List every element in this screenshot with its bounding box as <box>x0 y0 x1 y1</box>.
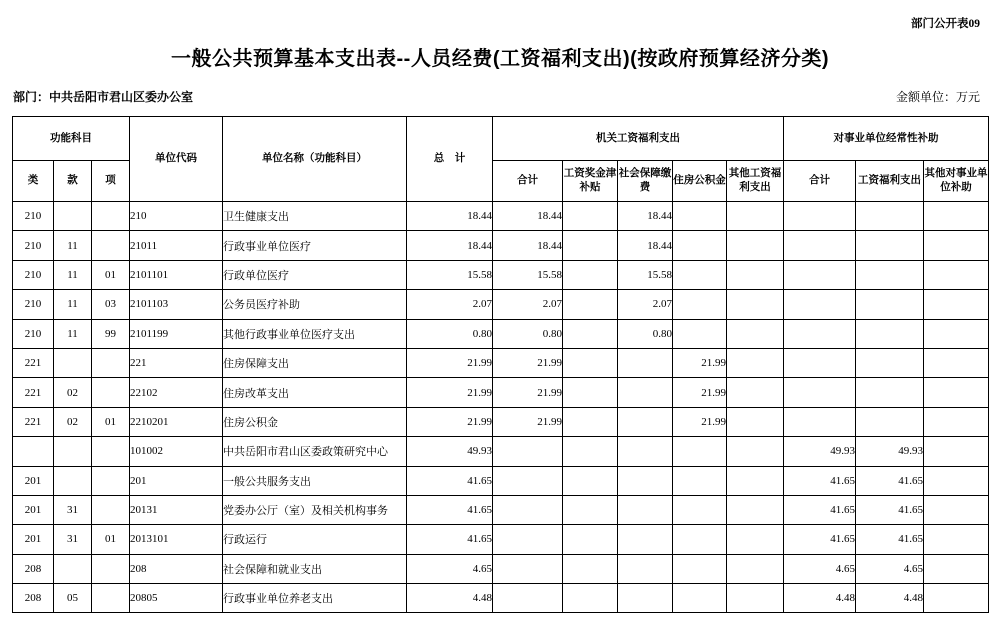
cell-amount-5 <box>727 554 784 583</box>
cell-amount-0: 21.99 <box>407 407 493 436</box>
col-header-inst-wage-welfare: 工资福利支出 <box>856 161 924 202</box>
cell-func-class: 221 <box>13 348 54 377</box>
col-header-org-social-security: 社会保障缴费 <box>618 161 673 202</box>
cell-func-item <box>92 348 130 377</box>
cell-amount-1: 21.99 <box>493 407 563 436</box>
cell-unit-name: 行政事业单位医疗 <box>223 231 407 260</box>
table-body <box>13 202 989 613</box>
cell-func-section: 11 <box>54 319 92 348</box>
cell-amount-5 <box>727 437 784 466</box>
cell-amount-6: 4.48 <box>784 584 856 613</box>
cell-amount-4 <box>673 554 727 583</box>
cell-func-item: 01 <box>92 260 130 289</box>
cell-func-item <box>92 437 130 466</box>
col-header-org-group: 机关工资福利支出 <box>493 117 784 161</box>
cell-amount-7: 49.93 <box>856 437 924 466</box>
cell-amount-1: 21.99 <box>493 348 563 377</box>
cell-amount-2 <box>563 348 618 377</box>
cell-func-section: 02 <box>54 407 92 436</box>
cell-amount-4 <box>673 202 727 231</box>
cell-amount-0: 2.07 <box>407 290 493 319</box>
cell-amount-1: 18.44 <box>493 231 563 260</box>
cell-unit-name: 其他行政事业单位医疗支出 <box>223 319 407 348</box>
col-header-class: 类 <box>13 161 54 202</box>
cell-func-item <box>92 584 130 613</box>
cell-func-class: 208 <box>13 584 54 613</box>
cell-func-section: 02 <box>54 378 92 407</box>
cell-amount-6 <box>784 348 856 377</box>
cell-amount-6: 41.65 <box>784 466 856 495</box>
cell-func-item <box>92 554 130 583</box>
col-header-org-wage-bonus: 工资奖金津补贴 <box>563 161 618 202</box>
cell-amount-0: 41.65 <box>407 495 493 524</box>
cell-amount-3 <box>618 584 673 613</box>
cell-amount-8 <box>924 466 989 495</box>
cell-func-class: 210 <box>13 202 54 231</box>
col-header-func-subject: 功能科目 <box>13 117 130 161</box>
cell-amount-5 <box>727 407 784 436</box>
cell-amount-2 <box>563 231 618 260</box>
cell-func-class: 210 <box>13 290 54 319</box>
table-row <box>13 584 989 613</box>
cell-amount-2 <box>563 437 618 466</box>
cell-amount-7: 4.65 <box>856 554 924 583</box>
table-row <box>13 202 989 231</box>
cell-func-item <box>92 495 130 524</box>
amount-unit-label: 金额单位：万元 <box>895 90 980 104</box>
cell-amount-3: 18.44 <box>618 231 673 260</box>
cell-func-class: 201 <box>13 466 54 495</box>
cell-amount-4: 21.99 <box>673 348 727 377</box>
cell-amount-0: 18.44 <box>407 231 493 260</box>
cell-amount-3: 0.80 <box>618 319 673 348</box>
department-label: 部门：中共岳阳市君山区委办公室 <box>13 90 194 104</box>
cell-amount-6: 4.65 <box>784 554 856 583</box>
table-row <box>13 466 989 495</box>
cell-amount-1: 18.44 <box>493 202 563 231</box>
col-header-org-total: 合计 <box>493 161 563 202</box>
cell-amount-7: 41.65 <box>856 466 924 495</box>
cell-amount-5 <box>727 260 784 289</box>
cell-func-section: 31 <box>54 525 92 554</box>
cell-amount-2 <box>563 260 618 289</box>
cell-unit-name: 行政运行 <box>223 525 407 554</box>
cell-unit-name: 行政单位医疗 <box>223 260 407 289</box>
cell-func-class: 210 <box>13 231 54 260</box>
cell-unit-name: 公务员医疗补助 <box>223 290 407 319</box>
cell-amount-7: 4.48 <box>856 584 924 613</box>
cell-func-class: 201 <box>13 495 54 524</box>
cell-func-class: 221 <box>13 407 54 436</box>
table-row <box>13 319 989 348</box>
cell-amount-6: 49.93 <box>784 437 856 466</box>
cell-amount-7 <box>856 319 924 348</box>
cell-amount-3 <box>618 525 673 554</box>
cell-func-section <box>54 348 92 377</box>
cell-amount-6 <box>784 378 856 407</box>
cell-amount-0: 21.99 <box>407 348 493 377</box>
cell-amount-7: 41.65 <box>856 495 924 524</box>
cell-amount-5 <box>727 495 784 524</box>
cell-amount-7 <box>856 407 924 436</box>
cell-amount-0: 41.65 <box>407 525 493 554</box>
cell-amount-1: 0.80 <box>493 319 563 348</box>
cell-amount-1 <box>493 525 563 554</box>
cell-amount-5 <box>727 348 784 377</box>
cell-amount-2 <box>563 525 618 554</box>
cell-func-section: 11 <box>54 260 92 289</box>
cell-func-item: 03 <box>92 290 130 319</box>
col-header-item: 项 <box>92 161 130 202</box>
cell-amount-0: 4.48 <box>407 584 493 613</box>
table-row <box>13 437 989 466</box>
cell-amount-4 <box>673 584 727 613</box>
cell-amount-7 <box>856 378 924 407</box>
cell-amount-4: 21.99 <box>673 407 727 436</box>
cell-unit-code: 101002 <box>130 437 223 466</box>
col-header-grand-total: 总 计 <box>407 117 493 202</box>
cell-amount-2 <box>563 407 618 436</box>
table-row <box>13 290 989 319</box>
cell-amount-3 <box>618 466 673 495</box>
budget-table <box>12 116 989 613</box>
cell-amount-4 <box>673 495 727 524</box>
cell-amount-8 <box>924 437 989 466</box>
table-row <box>13 378 989 407</box>
cell-amount-7: 41.65 <box>856 525 924 554</box>
cell-amount-3: 18.44 <box>618 202 673 231</box>
cell-unit-name: 住房公积金 <box>223 407 407 436</box>
col-header-section: 款 <box>54 161 92 202</box>
cell-amount-5 <box>727 466 784 495</box>
cell-amount-2 <box>563 584 618 613</box>
cell-amount-5 <box>727 319 784 348</box>
cell-func-item <box>92 231 130 260</box>
cell-unit-code: 201 <box>130 466 223 495</box>
col-header-unit-name: 单位名称（功能科目） <box>223 117 407 202</box>
table-row <box>13 525 989 554</box>
cell-unit-code: 208 <box>130 554 223 583</box>
cell-unit-code: 2013101 <box>130 525 223 554</box>
cell-func-section: 31 <box>54 495 92 524</box>
cell-amount-7 <box>856 348 924 377</box>
cell-amount-4 <box>673 437 727 466</box>
cell-amount-7 <box>856 290 924 319</box>
col-header-inst-other: 其他对事业单位补助 <box>924 161 989 202</box>
cell-amount-8 <box>924 525 989 554</box>
col-header-inst-total: 合计 <box>784 161 856 202</box>
cell-amount-8 <box>924 584 989 613</box>
cell-unit-name: 行政事业单位养老支出 <box>223 584 407 613</box>
cell-amount-6 <box>784 407 856 436</box>
cell-amount-2 <box>563 319 618 348</box>
cell-amount-0: 15.58 <box>407 260 493 289</box>
col-header-inst-group: 对事业单位经常性补助 <box>784 117 989 161</box>
cell-amount-4 <box>673 290 727 319</box>
cell-unit-code: 2101103 <box>130 290 223 319</box>
cell-unit-code: 2210201 <box>130 407 223 436</box>
cell-func-section <box>54 437 92 466</box>
doc-number-label: 部门公开表09 <box>911 18 980 30</box>
cell-amount-8 <box>924 319 989 348</box>
cell-amount-0: 18.44 <box>407 202 493 231</box>
cell-unit-code: 22102 <box>130 378 223 407</box>
cell-amount-3 <box>618 407 673 436</box>
cell-unit-name: 住房改革支出 <box>223 378 407 407</box>
cell-unit-name: 一般公共服务支出 <box>223 466 407 495</box>
cell-amount-3 <box>618 378 673 407</box>
cell-amount-4 <box>673 525 727 554</box>
meta-row <box>13 88 980 105</box>
cell-amount-3 <box>618 554 673 583</box>
cell-amount-5 <box>727 290 784 319</box>
cell-amount-5 <box>727 202 784 231</box>
cell-unit-code: 221 <box>130 348 223 377</box>
cell-amount-5 <box>727 378 784 407</box>
cell-amount-3 <box>618 437 673 466</box>
cell-unit-code: 20131 <box>130 495 223 524</box>
table-row <box>13 231 989 260</box>
cell-amount-4 <box>673 466 727 495</box>
cell-unit-code: 210 <box>130 202 223 231</box>
cell-amount-4 <box>673 260 727 289</box>
cell-amount-1 <box>493 466 563 495</box>
cell-func-section <box>54 466 92 495</box>
cell-amount-6: 41.65 <box>784 525 856 554</box>
cell-amount-8 <box>924 202 989 231</box>
cell-amount-3: 15.58 <box>618 260 673 289</box>
cell-func-class <box>13 437 54 466</box>
cell-amount-8 <box>924 407 989 436</box>
cell-amount-0: 41.65 <box>407 466 493 495</box>
cell-unit-code: 2101101 <box>130 260 223 289</box>
cell-func-item <box>92 378 130 407</box>
cell-amount-1: 21.99 <box>493 378 563 407</box>
cell-amount-1 <box>493 554 563 583</box>
cell-amount-6 <box>784 319 856 348</box>
cell-amount-6 <box>784 290 856 319</box>
cell-amount-8 <box>924 378 989 407</box>
cell-amount-7 <box>856 202 924 231</box>
table-row <box>13 495 989 524</box>
cell-amount-8 <box>924 231 989 260</box>
cell-func-item: 01 <box>92 407 130 436</box>
cell-unit-name: 卫生健康支出 <box>223 202 407 231</box>
col-header-unit-code: 单位代码 <box>130 117 223 202</box>
cell-unit-code: 21011 <box>130 231 223 260</box>
cell-amount-6: 41.65 <box>784 495 856 524</box>
cell-func-item: 99 <box>92 319 130 348</box>
cell-amount-0: 21.99 <box>407 378 493 407</box>
cell-func-class: 208 <box>13 554 54 583</box>
cell-amount-8 <box>924 348 989 377</box>
cell-amount-1 <box>493 437 563 466</box>
cell-amount-1 <box>493 495 563 524</box>
cell-func-section: 11 <box>54 290 92 319</box>
table-header <box>13 117 989 202</box>
cell-amount-5 <box>727 231 784 260</box>
cell-func-section: 05 <box>54 584 92 613</box>
cell-amount-4 <box>673 319 727 348</box>
table-row <box>13 260 989 289</box>
cell-amount-1 <box>493 584 563 613</box>
page-title: 一般公共预算基本支出表--人员经费(工资福利支出)(按政府预算经济分类) <box>171 48 829 70</box>
cell-amount-2 <box>563 290 618 319</box>
cell-amount-1: 2.07 <box>493 290 563 319</box>
cell-amount-2 <box>563 466 618 495</box>
cell-func-section: 11 <box>54 231 92 260</box>
cell-amount-4: 21.99 <box>673 378 727 407</box>
cell-amount-2 <box>563 495 618 524</box>
cell-amount-5 <box>727 584 784 613</box>
cell-unit-code: 20805 <box>130 584 223 613</box>
cell-amount-7 <box>856 260 924 289</box>
cell-amount-4 <box>673 231 727 260</box>
table-row <box>13 407 989 436</box>
cell-unit-name: 中共岳阳市君山区委政策研究中心 <box>223 437 407 466</box>
cell-amount-8 <box>924 260 989 289</box>
cell-func-class: 210 <box>13 319 54 348</box>
cell-func-item: 01 <box>92 525 130 554</box>
cell-amount-1: 15.58 <box>493 260 563 289</box>
cell-unit-name: 住房保障支出 <box>223 348 407 377</box>
cell-unit-name: 社会保障和就业支出 <box>223 554 407 583</box>
cell-func-section <box>54 202 92 231</box>
cell-func-section <box>54 554 92 583</box>
cell-amount-2 <box>563 202 618 231</box>
cell-func-class: 210 <box>13 260 54 289</box>
col-header-org-other: 其他工资福利支出 <box>727 161 784 202</box>
cell-func-item <box>92 466 130 495</box>
cell-amount-3 <box>618 348 673 377</box>
cell-amount-8 <box>924 290 989 319</box>
cell-amount-0: 0.80 <box>407 319 493 348</box>
col-header-org-housing-fund: 住房公积金 <box>673 161 727 202</box>
cell-amount-8 <box>924 495 989 524</box>
cell-func-item <box>92 202 130 231</box>
cell-amount-5 <box>727 525 784 554</box>
table-row <box>13 348 989 377</box>
cell-unit-name: 党委办公厅（室）及相关机构事务 <box>223 495 407 524</box>
cell-amount-7 <box>856 231 924 260</box>
cell-amount-0: 4.65 <box>407 554 493 583</box>
cell-amount-2 <box>563 378 618 407</box>
cell-amount-6 <box>784 231 856 260</box>
table-row <box>13 554 989 583</box>
cell-amount-6 <box>784 260 856 289</box>
cell-amount-6 <box>784 202 856 231</box>
cell-func-class: 221 <box>13 378 54 407</box>
cell-amount-3 <box>618 495 673 524</box>
cell-unit-code: 2101199 <box>130 319 223 348</box>
cell-func-class: 201 <box>13 525 54 554</box>
cell-amount-0: 49.93 <box>407 437 493 466</box>
cell-amount-2 <box>563 554 618 583</box>
cell-amount-3: 2.07 <box>618 290 673 319</box>
cell-amount-8 <box>924 554 989 583</box>
